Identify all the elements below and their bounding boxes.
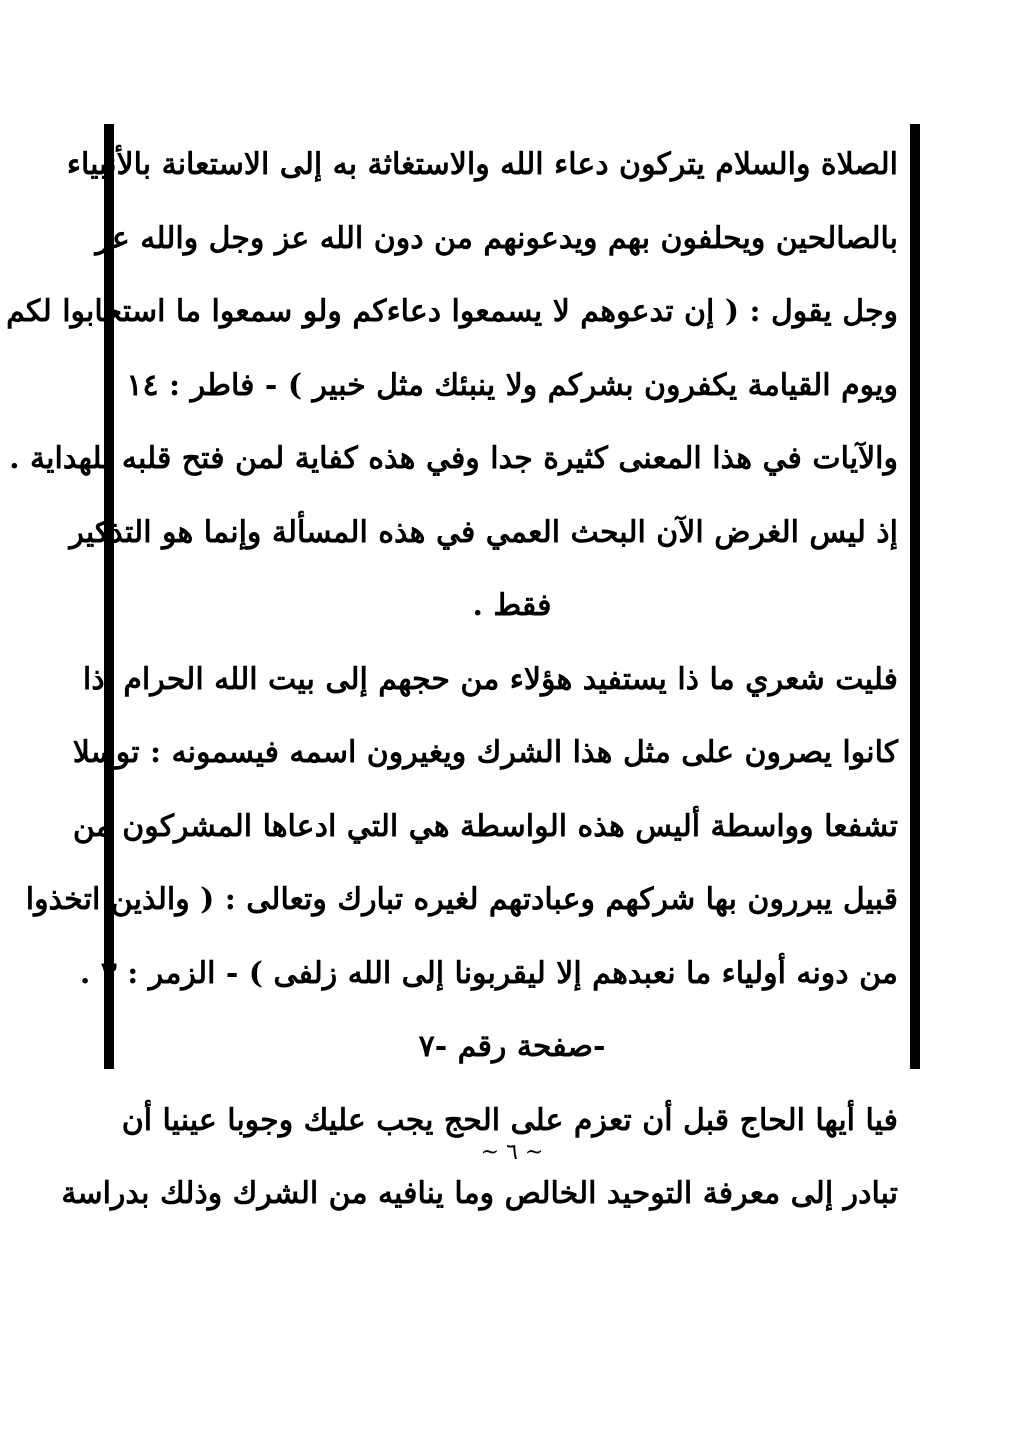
- text-line: قبيل يبررون بها شركهم وعبادتهم لغيره تبارك وتعالى : ( والذين اتخذوا: [25, 882, 898, 917]
- text-line: تشفعا وواسطة أليس هذه الواسطة هي التي ادعاها المشركون من: [72, 808, 898, 844]
- page-number: ~ ٦ ~: [480, 1140, 544, 1165]
- text-line: الصلاة والسلام يتركون دعاء الله والاستغاثة به إلى الاستعانة بالأنبياء: [66, 147, 898, 182]
- text-line: فليت شعري ما ذا يستفيد هؤلاء من حجهم إلى بيت الله الحرام إذا: [82, 661, 898, 697]
- text-line: تبادر إلى معرفة التوحيد الخالص وما ينافيه من الشرك وذلك بدراسة: [61, 1176, 898, 1211]
- text-line: فقط .: [472, 588, 552, 623]
- page-marker-line: -صفحة رقم -٧: [418, 1029, 606, 1064]
- text-line: كانوا يصرون على مثل هذا الشرك ويغيرون اسمه فيسمونه : توسلا: [72, 735, 898, 770]
- text-line: إذ ليس الغرض الآن البحث العمي في هذه المسألة وإنما هو التذكير: [69, 514, 898, 550]
- body-text: [6, 128, 898, 1231]
- right-border-rule: [910, 124, 920, 1069]
- text-line: من دونه أولياء ما نعبدهم إلا ليقربونا إلى الله زلفى ) - الزمر : ٣ .: [79, 955, 898, 991]
- text-line: وجل يقول : ( إن تدعوهم لا يسمعوا دعاءكم ولو سمعوا ما استجابوا لكم: [6, 294, 898, 329]
- text-line: فيا أيها الحاج قبل أن تعزم على الحج يجب عليك وجوبا عينيا أن: [121, 1102, 898, 1138]
- text-line: ويوم القيامة يكفرون بشركم ولا ينبئك مثل خبير ) - فاطر : ١٤ .: [105, 367, 898, 403]
- text-line: والآيات في هذا المعنى كثيرة جدا وفي هذه كفاية لمن فتح قلبه للهداية .: [9, 441, 898, 476]
- text-line: بالصالحين ويحلفون بهم ويدعونهم من دون الله عز وجل والله عز: [95, 220, 898, 256]
